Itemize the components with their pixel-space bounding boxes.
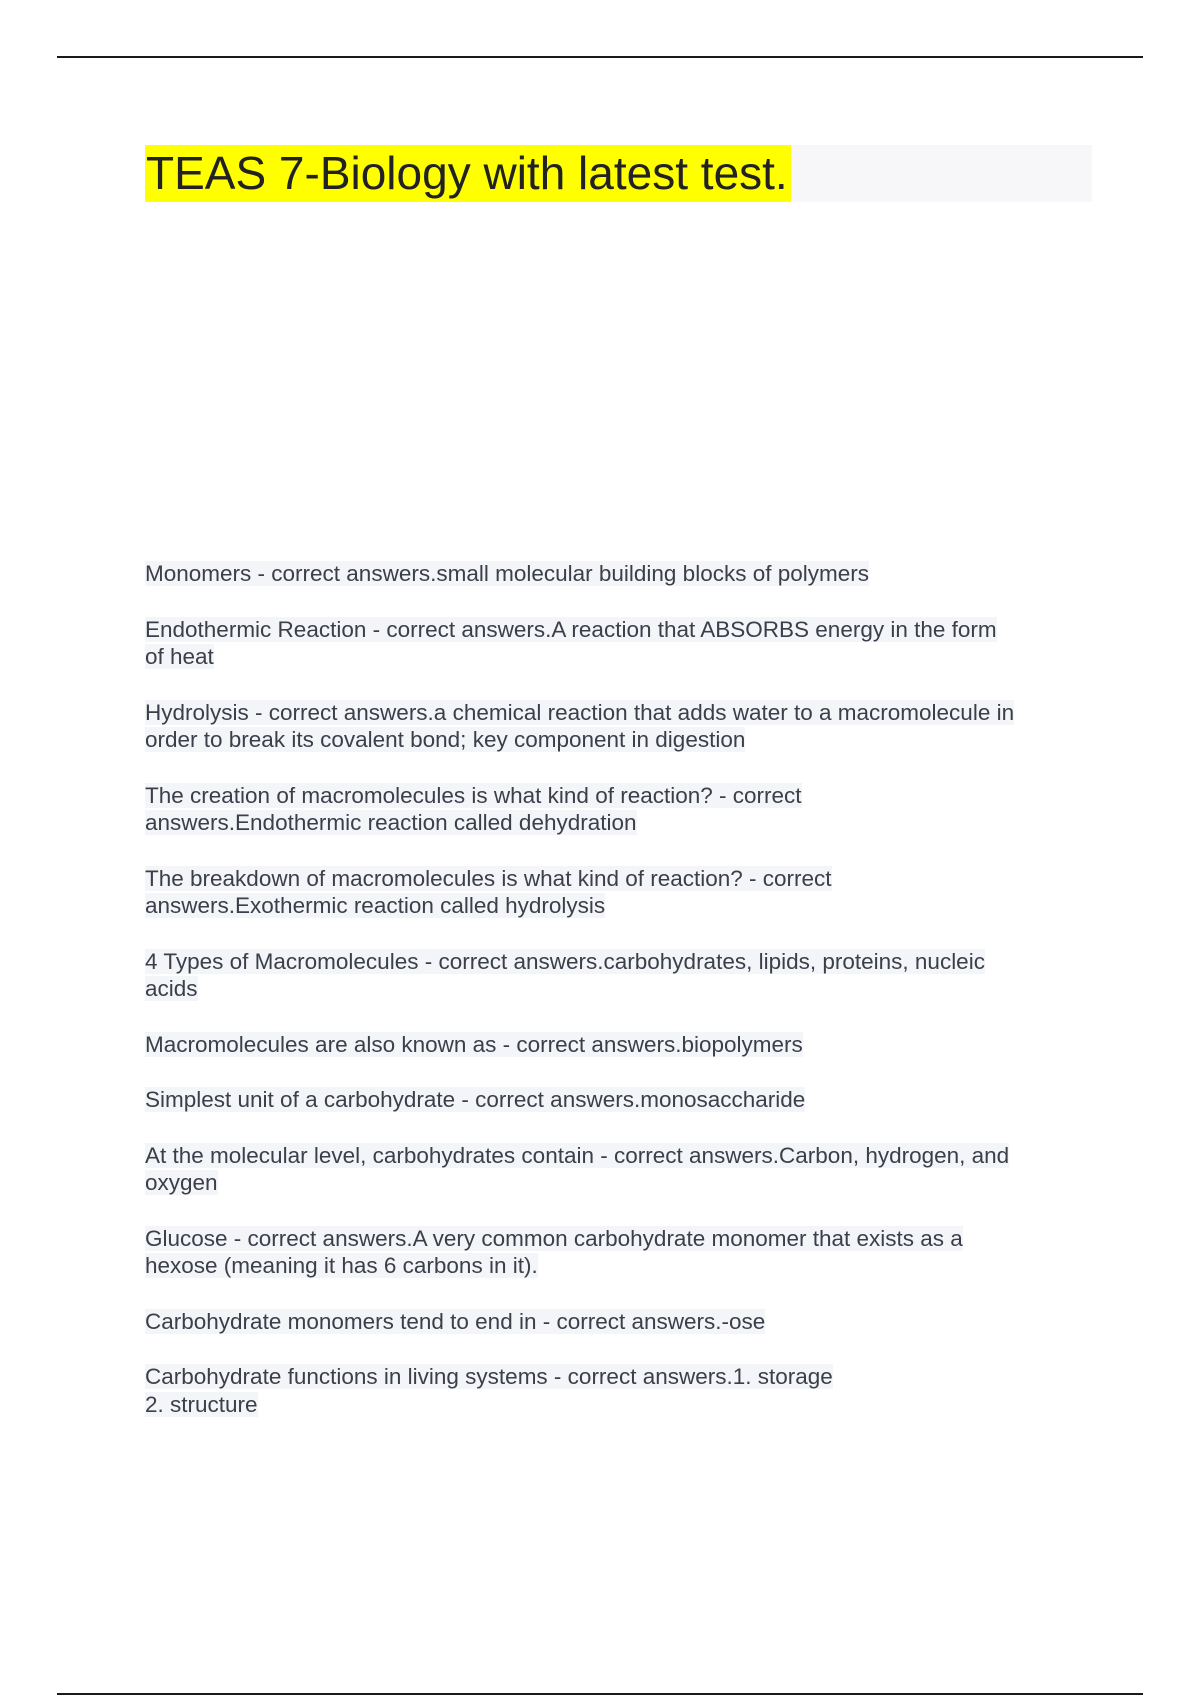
flashcard-item [145, 865, 1095, 920]
flashcard-list [145, 560, 1095, 1446]
flashcard-text: The breakdown of macromolecules is what kind of reaction? - correct answers.Exothermic reaction called hydrolysis [145, 865, 832, 918]
flashcard-text: At the molecular level, carbohydrates contain - correct answers.Carbon, hydrogen, and oxygen [145, 1142, 1010, 1195]
flashcard-item [145, 782, 1095, 837]
flashcard-text: Glucose - correct answers.A very common carbohydrate monomer that exists as a hexose (meaning it has 6 carbons in it). [145, 1225, 963, 1278]
header-rule [57, 56, 1143, 58]
flashcard-text: Macromolecules are also known as - correct answers.biopolymers [145, 1031, 803, 1057]
flashcard-text: Simplest unit of a carbohydrate - correct answers.monosaccharide [145, 1087, 806, 1112]
flashcard-item [145, 560, 1095, 588]
flashcard-text: The creation of macromolecules is what kind of reaction? - correct answers.Endothermic reaction called dehydration [145, 782, 802, 835]
flashcard-text: Monomers - correct answers.small molecular building blocks of polymers [145, 561, 869, 586]
flashcard-item [145, 699, 1095, 754]
flashcard-text: 4 Types of Macromolecules - correct answers.carbohydrates, lipids, proteins, nucleic acids [145, 948, 985, 1001]
footer-rule [57, 1693, 1143, 1695]
flashcard-text: Carbohydrate functions in living systems - correct answers.1. storage 2. structure [145, 1364, 833, 1417]
flashcard-item [145, 1308, 1095, 1336]
flashcard-item [145, 1142, 1095, 1197]
flashcard-item [145, 616, 1095, 671]
flashcard-item [145, 948, 1095, 1003]
flashcard-item [145, 1225, 1095, 1280]
flashcard-item [145, 1363, 1095, 1418]
flashcard-item [145, 1086, 1095, 1114]
flashcard-text: Carbohydrate monomers tend to end in - correct answers.-ose [145, 1308, 766, 1334]
flashcard-item [145, 1031, 1095, 1059]
flashcard-text: Hydrolysis - correct answers.a chemical reaction that adds water to a macromolecule in order to break its covalent bond; key component in digestion [145, 699, 1015, 752]
flashcard-text: Endothermic Reaction - correct answers.A reaction that ABSORBS energy in the form of heat [145, 616, 997, 669]
document-title: TEAS 7-Biology with latest test. [145, 145, 791, 202]
